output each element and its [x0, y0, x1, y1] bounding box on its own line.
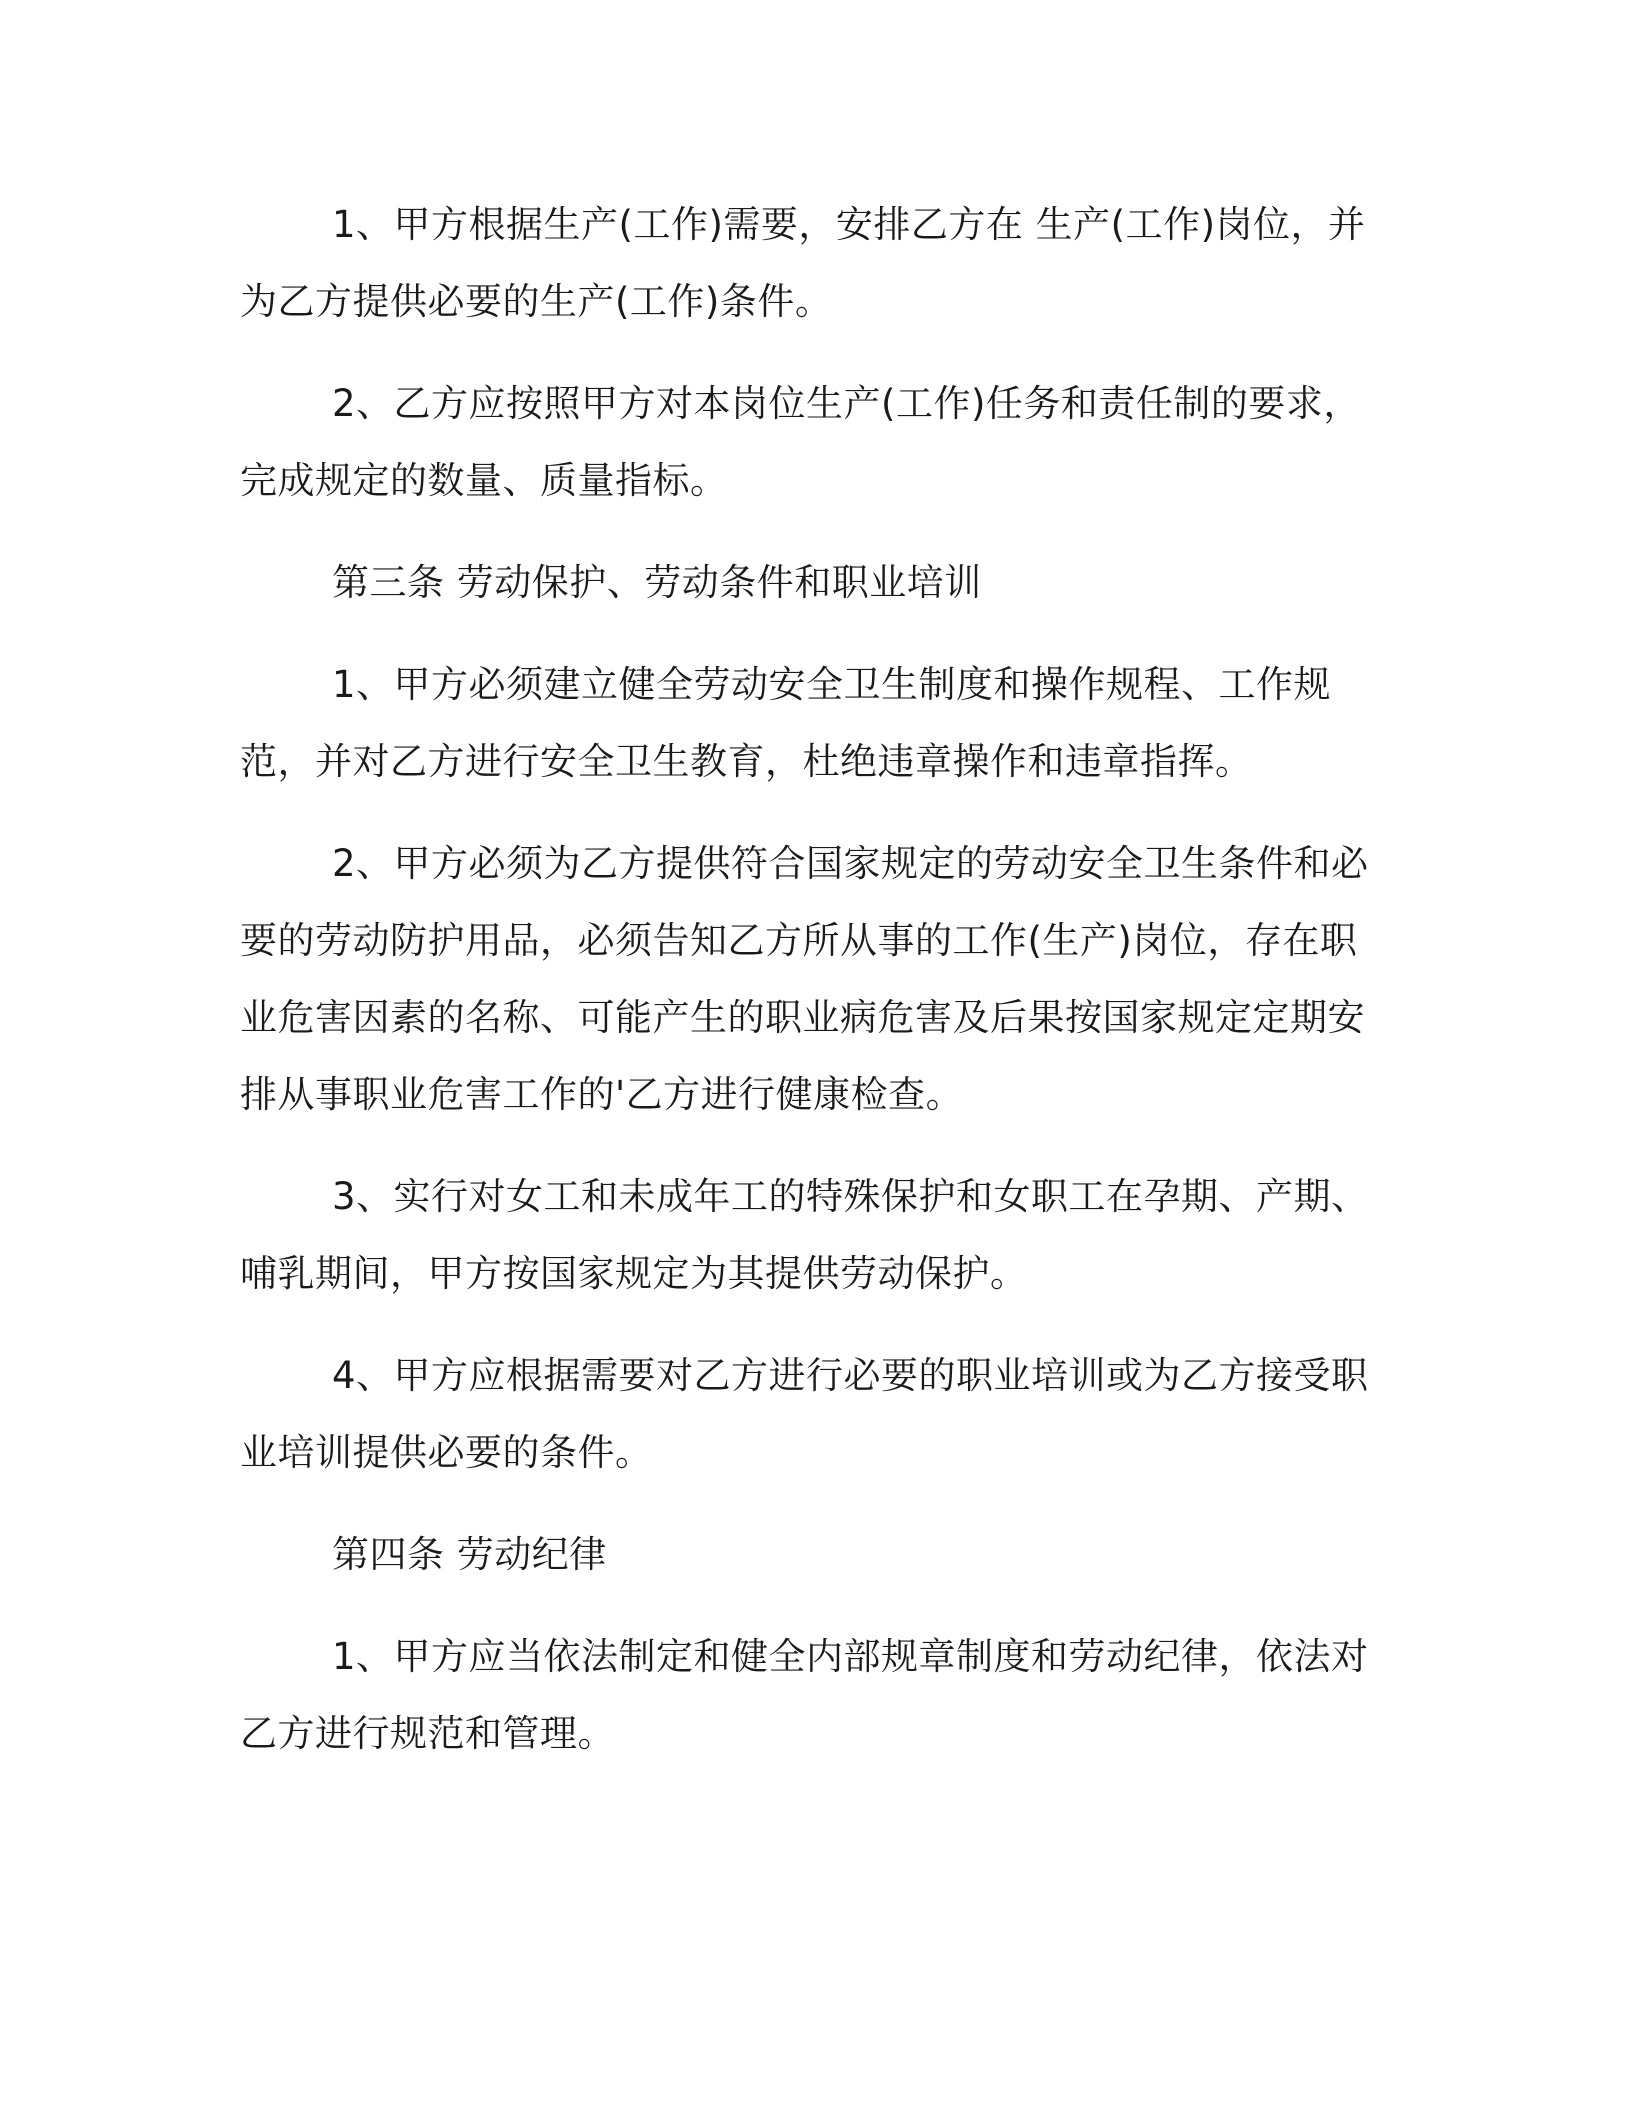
clause-paragraph: 1、甲方根据生产(工作)需要，安排乙方在 生产(工作)岗位，并为乙方提供必要的生产(工作)条件。 [240, 203, 1366, 323]
clause-paragraph: 1、甲方必须建立健全劳动安全卫生制度和操作规程、工作规范，并对乙方进行安全卫生教育，杜绝违章操作和违章指挥。 [240, 663, 1332, 783]
clause-paragraph: 3、实行对女工和未成年工的特殊保护和女职工在孕期、产期、哺乳期间，甲方按国家规定为其提供劳动保护。 [240, 1175, 1369, 1295]
section-heading: 第三条 劳动保护、劳动条件和职业培训 [332, 561, 982, 604]
clause-paragraph: 2、乙方应按照甲方对本岗位生产(工作)任务和责任制的要求，完成规定的数量、质量指标。 [240, 382, 1361, 502]
clause-paragraph: 4、甲方应根据需要对乙方进行必要的职业培训或为乙方接受职业培训提供必要的条件。 [240, 1354, 1369, 1474]
clause-paragraph: 1、甲方应当依法制定和健全内部规章制度和劳动纪律，依法对乙方进行规范和管理。 [240, 1635, 1369, 1755]
clause-paragraph: 2、甲方必须为乙方提供符合国家规定的劳动安全卫生条件和必要的劳动防护用品，必须告知乙方所从事的工作(生产)岗位，存在职业危害因素的名称、可能产生的职业病危害及后果按国家规定定期安排从事职业危害工作的'乙方进行健康检查。 [240, 842, 1369, 1116]
document-body [240, 186, 1380, 1797]
section-heading: 第四条 劳动纪律 [332, 1533, 607, 1576]
